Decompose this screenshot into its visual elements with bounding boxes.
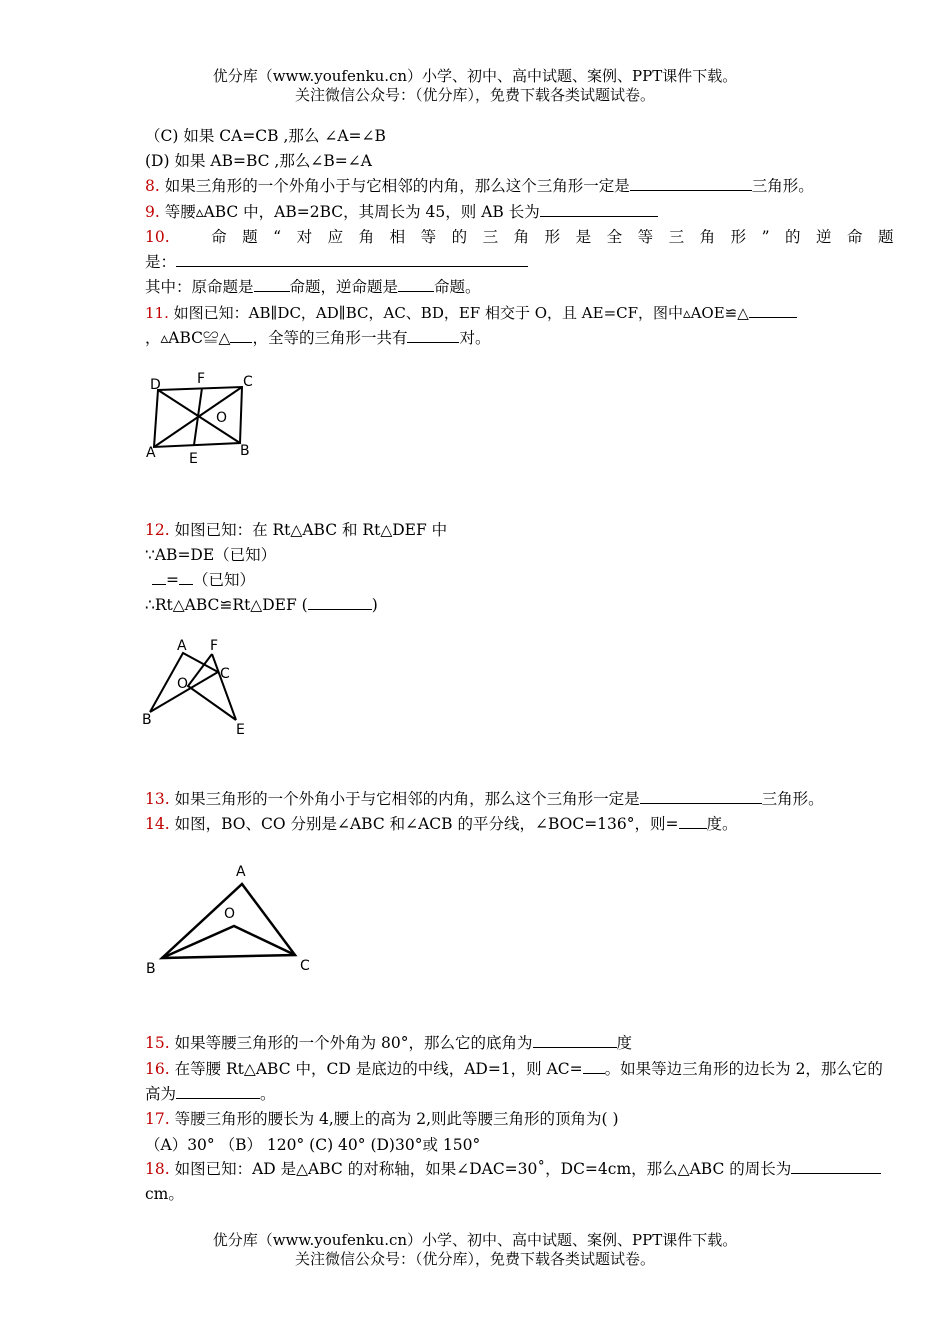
question-13 bbox=[145, 789, 824, 809]
label-c: C bbox=[243, 374, 253, 390]
question-text: 如图，BO、CO 分别是∠ABC 和∠ACB 的平分线，∠BOC=136°，则= bbox=[169, 815, 679, 833]
label-d: D bbox=[150, 377, 161, 393]
question-18 bbox=[145, 1159, 881, 1179]
question-number: 17. bbox=[145, 1110, 170, 1128]
question-12-line-2: ∵AB=DE（已知） bbox=[145, 546, 277, 564]
answer-blank[interactable] bbox=[630, 176, 752, 191]
header-line-2: 关注微信公众号：（优分库），免费下载各类试题试卷。 bbox=[294, 86, 655, 104]
label-o: O bbox=[177, 676, 189, 692]
question-text: 是： bbox=[145, 253, 177, 271]
question-8 bbox=[145, 176, 814, 196]
figure-two-triangles bbox=[138, 636, 258, 741]
question-16-line-2 bbox=[145, 1084, 276, 1104]
question-text: 如果三角形的一个外角小于与它相邻的内角，那么这个三角形一定是 bbox=[159, 177, 630, 195]
question-text: 如图已知：在 Rt△ABC 和 Rt△DEF 中 bbox=[169, 521, 448, 539]
answer-blank[interactable] bbox=[176, 252, 528, 267]
question-text: 度 bbox=[616, 1034, 633, 1052]
label-e: E bbox=[189, 451, 198, 465]
question-text: ，▵ABC≌△ bbox=[145, 329, 231, 347]
question-text: 度。 bbox=[706, 815, 738, 833]
question-text: 其中：原命题是 bbox=[145, 278, 254, 296]
question-11-line-2 bbox=[145, 328, 490, 348]
question-text: = bbox=[166, 571, 179, 589]
question-text: 命题，逆命题是 bbox=[289, 278, 399, 296]
question-text: 三角形。 bbox=[761, 790, 824, 808]
question-text: 高为 bbox=[145, 1085, 177, 1103]
answer-blank[interactable] bbox=[407, 328, 459, 343]
answer-blank[interactable] bbox=[791, 1159, 881, 1174]
question-14 bbox=[145, 814, 738, 834]
answer-blank[interactable] bbox=[540, 202, 658, 217]
label-a: A bbox=[177, 638, 187, 654]
question-text: ) bbox=[371, 596, 378, 614]
label-b: B bbox=[146, 961, 156, 977]
question-text: 如图已知：AB∥DC，AD∥BC，AC、BD，EF 相交于 O，且 AE=CF，图中▵AOE≌△ bbox=[168, 304, 749, 322]
label-f: F bbox=[210, 638, 219, 654]
question-number: 8. bbox=[145, 177, 160, 195]
question-text: 对。 bbox=[459, 329, 491, 347]
figure-angle-bisectors bbox=[140, 852, 320, 982]
answer-blank[interactable] bbox=[679, 814, 707, 829]
label-o: O bbox=[224, 906, 236, 922]
question-number: 13. bbox=[145, 790, 170, 808]
q7-option-d: (D) 如果 AB=BC ,那么∠B=∠A bbox=[145, 152, 372, 170]
question-text: 三角形。 bbox=[751, 177, 814, 195]
answer-blank[interactable] bbox=[398, 277, 434, 292]
question-number: 11. bbox=[145, 304, 169, 322]
answer-blank[interactable] bbox=[583, 1059, 605, 1074]
question-12-line-4 bbox=[145, 595, 378, 615]
question-10-line-2 bbox=[145, 252, 528, 272]
question-17-options: （A）30° （B） 120° (C) 40° (D)30°或 150° bbox=[145, 1136, 481, 1154]
answer-blank[interactable] bbox=[152, 570, 166, 585]
label-b: B bbox=[142, 712, 152, 728]
question-text: 。如果等边三角形的边长为 2，那么它的 bbox=[604, 1060, 883, 1078]
question-12 bbox=[145, 520, 447, 540]
label-a: A bbox=[146, 445, 156, 461]
question-number: 16. bbox=[145, 1060, 170, 1078]
question-text: 在等腰 Rt△ABC 中，CD 是底边的中线，AD=1，则 AC= bbox=[169, 1060, 583, 1078]
question-text: （已知） bbox=[193, 571, 256, 589]
question-number: 10. bbox=[145, 228, 170, 246]
question-text: 命题。 bbox=[434, 278, 481, 296]
footer-line-1: 优分库（www.youfenku.cn）小学、初中、高中试题、案例、PPT课件下载。 bbox=[212, 1231, 738, 1249]
label-a: A bbox=[236, 864, 246, 880]
question-text: ，全等的三角形一共有 bbox=[252, 329, 408, 347]
answer-blank[interactable] bbox=[179, 570, 193, 585]
question-text: 等腰▵ABC 中，AB=2BC，其周长为 45，则 AB 长为 bbox=[159, 203, 540, 221]
question-11 bbox=[145, 303, 797, 323]
question-text: 如图已知：AD 是△ABC 的对称轴，如果∠DAC=30˚，DC=4cm，那么△ABC 的周长为 bbox=[169, 1160, 792, 1178]
footer-line-2: 关注微信公众号：（优分库），免费下载各类试题试卷。 bbox=[294, 1250, 655, 1268]
question-text: 如果等腰三角形的一个外角为 80°，那么它的底角为 bbox=[169, 1034, 533, 1052]
label-c: C bbox=[300, 958, 310, 974]
question-number: 9. bbox=[145, 203, 160, 221]
label-c: C bbox=[220, 666, 230, 682]
question-10-line-3 bbox=[145, 277, 481, 297]
question-text: 。 bbox=[260, 1085, 276, 1103]
question-text: 如果三角形的一个外角小于与它相邻的内角，那么这个三角形一定是 bbox=[169, 790, 640, 808]
question-text: 等腰三角形的腰长为 4,腰上的高为 2,则此等腰三角形的顶角为( ) bbox=[169, 1110, 619, 1128]
question-number: 14. bbox=[145, 815, 170, 833]
question-12-line-3 bbox=[152, 570, 255, 590]
answer-blank[interactable] bbox=[533, 1033, 617, 1048]
question-15 bbox=[145, 1033, 632, 1053]
question-9 bbox=[145, 202, 658, 222]
answer-blank[interactable] bbox=[230, 328, 252, 343]
label-b: B bbox=[240, 443, 250, 459]
question-text: 命题“对应角相等的三角形是全等三角形”的逆命题 bbox=[211, 228, 909, 246]
q7-option-c: （C) 如果 CA=CB ,那么 ∠A=∠B bbox=[145, 127, 386, 145]
question-16 bbox=[145, 1059, 883, 1079]
question-10 bbox=[145, 227, 909, 247]
label-f: F bbox=[197, 371, 206, 387]
header-line-1: 优分库（www.youfenku.cn）小学、初中、高中试题、案例、PPT课件下载。 bbox=[212, 67, 738, 85]
question-18-line-2: cm。 bbox=[145, 1185, 184, 1203]
answer-blank[interactable] bbox=[749, 303, 797, 318]
question-17 bbox=[145, 1109, 619, 1129]
answer-blank[interactable] bbox=[254, 277, 290, 292]
figure-parallelogram bbox=[140, 365, 260, 465]
question-number: 18. bbox=[145, 1160, 170, 1178]
label-o: O bbox=[216, 410, 228, 426]
question-text: ∴Rt△ABC≌Rt△DEF ( bbox=[145, 596, 308, 614]
question-number: 12. bbox=[145, 521, 170, 539]
label-e: E bbox=[236, 722, 245, 738]
answer-blank[interactable] bbox=[176, 1084, 260, 1099]
question-number: 15. bbox=[145, 1034, 170, 1052]
answer-blank[interactable] bbox=[640, 789, 762, 804]
answer-blank[interactable] bbox=[308, 595, 372, 610]
